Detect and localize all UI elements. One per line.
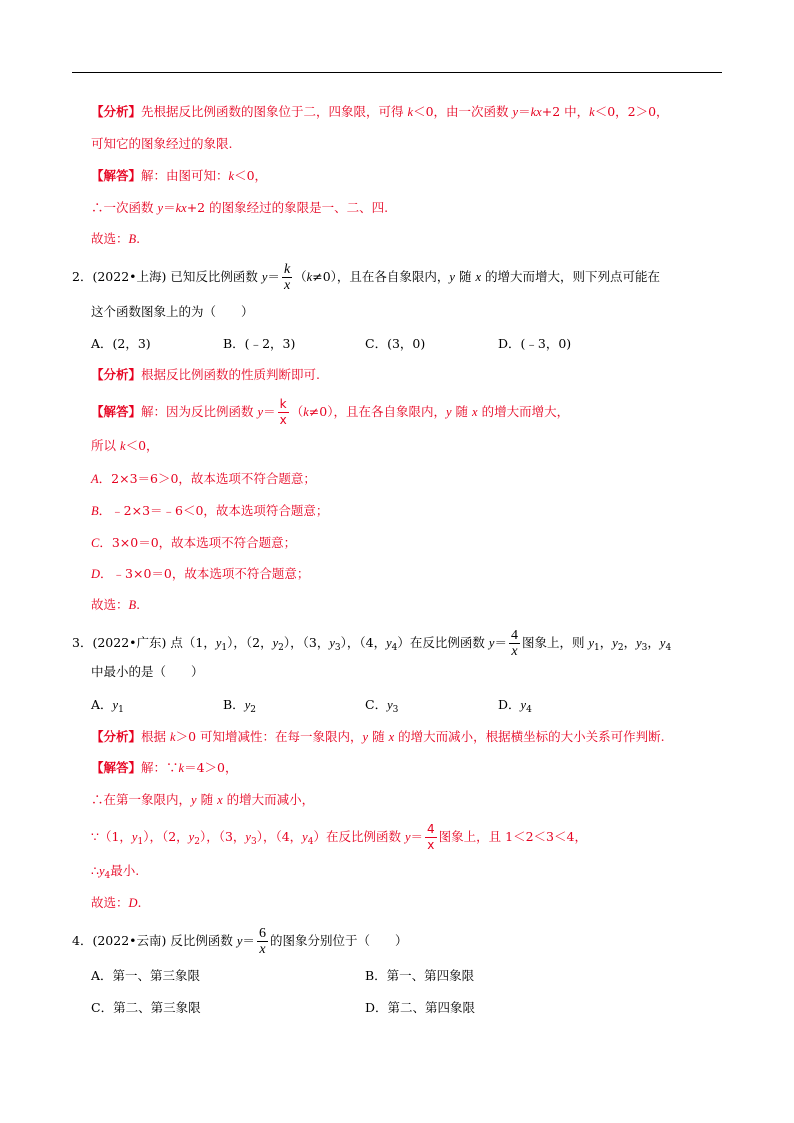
q1-step: ∴一次函数 y＝kx+2 的图象经过的象限是一、二、四. <box>91 200 389 215</box>
q2-fraction: $\frac{k}{x}$ <box>283 262 291 293</box>
q3-stem-line2: 中最小的是（ ） <box>91 664 204 679</box>
q3-stem: 3．(2022•广东) 点（1，$y_1$），（2，$y_2$），（3，$y_3$），（4，$y_4$）在反比例函数 y＝ $\frac{4}{x}$ 图象上，则 $y_1$，$y_2$，$y_3$，$y_4$ <box>72 628 672 659</box>
q1-result: 故选：B. <box>91 231 141 246</box>
q3-option-b: B．$y_2$ <box>223 697 256 715</box>
q2-answer-fraction: $\frac{k}{x}$ <box>279 397 287 427</box>
q4-stem: 4．(2022•云南) 反比例函数 y＝ $\frac{6}{x}$ 的图象分别位于（ ） <box>72 926 408 957</box>
q2-check-b: B．﹣2×3＝﹣6＜0，故本选项符合题意； <box>91 503 329 518</box>
q3-fraction: $\frac{4}{x}$ <box>510 628 518 659</box>
q2-result: 故选：B. <box>91 597 141 612</box>
q3-answer-fraction: $\frac{4}{x}$ <box>427 822 435 852</box>
q2-option-d: D．(﹣3，0) <box>498 336 572 351</box>
q3-result: 故选：D. <box>91 895 142 910</box>
q2-check-a: A．2×3＝6＞0，故本选项不符合题意； <box>91 471 316 486</box>
q4-option-d: D．第二、第四象限 <box>365 1000 476 1015</box>
q2-option-b: B．(﹣2，3) <box>223 336 296 351</box>
q2-answer: 【解答】解：因为反比例函数 y＝ $\frac{k}{x}$ （k≠0），且在各自象限内，y 随 x 的增大而增大， <box>91 397 570 427</box>
q1-analysis-line2: 可知它的图象经过的象限. <box>91 136 233 151</box>
q3-step1: ∴在第一象限内，y 随 x 的增大而减小， <box>91 792 315 807</box>
q3-option-a: A．$y_1$ <box>91 697 124 715</box>
q3-step3: $\therefore y_4$最小. <box>91 863 140 881</box>
q3-step2: ∵（1，$y_1$），（2，$y_2$），（3，$y_3$），（4，$y_4$）在反比例函数 y＝ $\frac{4}{x}$ 图象上，且 1＜2＜3＜4， <box>91 822 587 852</box>
q2-stem: 2．(2022•上海) 已知反比例函数 y＝ $\frac{k}{x}$ （k≠0），且在各自象限内，y 随 x 的增大而增大，则下列点可能在 <box>72 262 661 293</box>
q3-option-d: D．$y_4$ <box>498 697 532 715</box>
q1-answer: 【解答】解：由图可知：k＜0， <box>91 168 268 183</box>
q3-option-c: C．$y_3$ <box>365 697 399 715</box>
q1-analysis: 【分析】先根据反比例函数的图象位于二，四象限，可得 k＜0，由一次函数 y＝kx+2 中，k＜0，2＞0， <box>91 104 669 119</box>
q2-check-c: C．3×0＝0，故本选项不符合题意； <box>91 535 297 550</box>
q4-option-a: A．第一、第三象限 <box>91 968 201 983</box>
q4-option-b: B．第一、第四象限 <box>365 968 475 983</box>
header-rule <box>72 72 722 73</box>
q2-stem-line2: 这个函数图象上的为（ ） <box>91 304 254 319</box>
q2-option-c: C．(3，0) <box>365 336 426 351</box>
q3-answer: 【解答】解：∵k＝4＞0， <box>91 760 238 775</box>
q2-option-a: A．(2，3) <box>91 336 151 351</box>
q3-analysis: 【分析】根据 k＞0 可知增减性：在每一象限内，y 随 x 的增大而减小，根据横坐标的大小关系可作判断. <box>91 729 665 744</box>
q2-analysis: 【分析】根据反比例函数的性质判断即可. <box>91 367 320 382</box>
q2-check-d: D．﹣3×0＝0，故本选项不符合题意； <box>91 566 310 581</box>
q2-so: 所以 k＜0， <box>91 438 159 453</box>
q4-option-c: C．第二、第三象限 <box>91 1000 201 1015</box>
q4-fraction: $\frac{6}{x}$ <box>258 926 266 957</box>
